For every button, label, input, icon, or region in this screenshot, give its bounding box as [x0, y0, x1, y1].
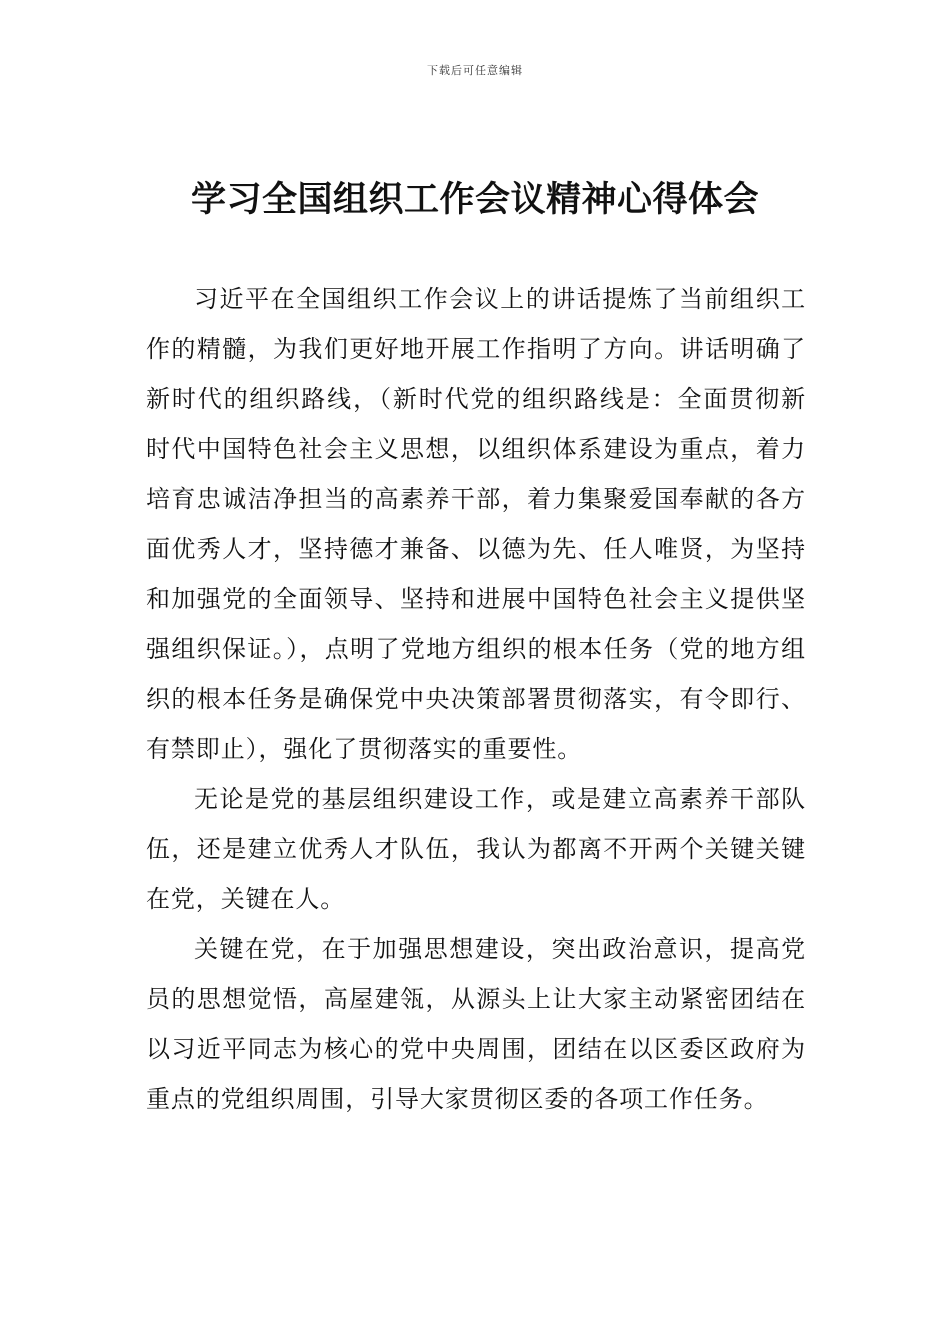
document-body	[146, 274, 806, 1124]
paragraph-1: 习近平在全国组织工作会议上的讲话提炼了当前组织工作的精髓，为我们更好地开展工作指明了方向。讲话明确了新时代的组织路线，（新时代党的组织路线是：全面贯彻新时代中国特色社会主义思想，以组织体系建设为重点，着力培育忠诚洁净担当的高素养干部，着力集聚爱国奉献的各方面优秀人才，坚持德才兼备、以德为先、任人唯贤，为坚持和加强党的全面领导、坚持和进展中国特色社会主义提供坚强组织保证。），点明了党地方组织的根本任务（党的地方组织的根本任务是确保党中央决策部署贯彻落实，有令即行、有禁即止），强化了贯彻落实的重要性。	[146, 285, 806, 763]
paragraph-2: 无论是党的基层组织建设工作，或是建立高素养干部队伍，还是建立优秀人才队伍，我认为都离不开两个关键关键在党，关键在人。	[146, 785, 806, 913]
header-note: 下载后可任意编辑	[427, 64, 523, 77]
paragraph-3: 关键在党，在于加强思想建设，突出政治意识，提高党员的思想觉悟，高屋建瓴，从源头上让大家主动紧密团结在以习近平同志为核心的党中央周围，团结在以区委区政府为重点的党组织周围，引导大家贯彻区委的各项工作任务。	[146, 935, 806, 1113]
document-title: 学习全国组织工作会议精神心得体会	[190, 180, 759, 220]
